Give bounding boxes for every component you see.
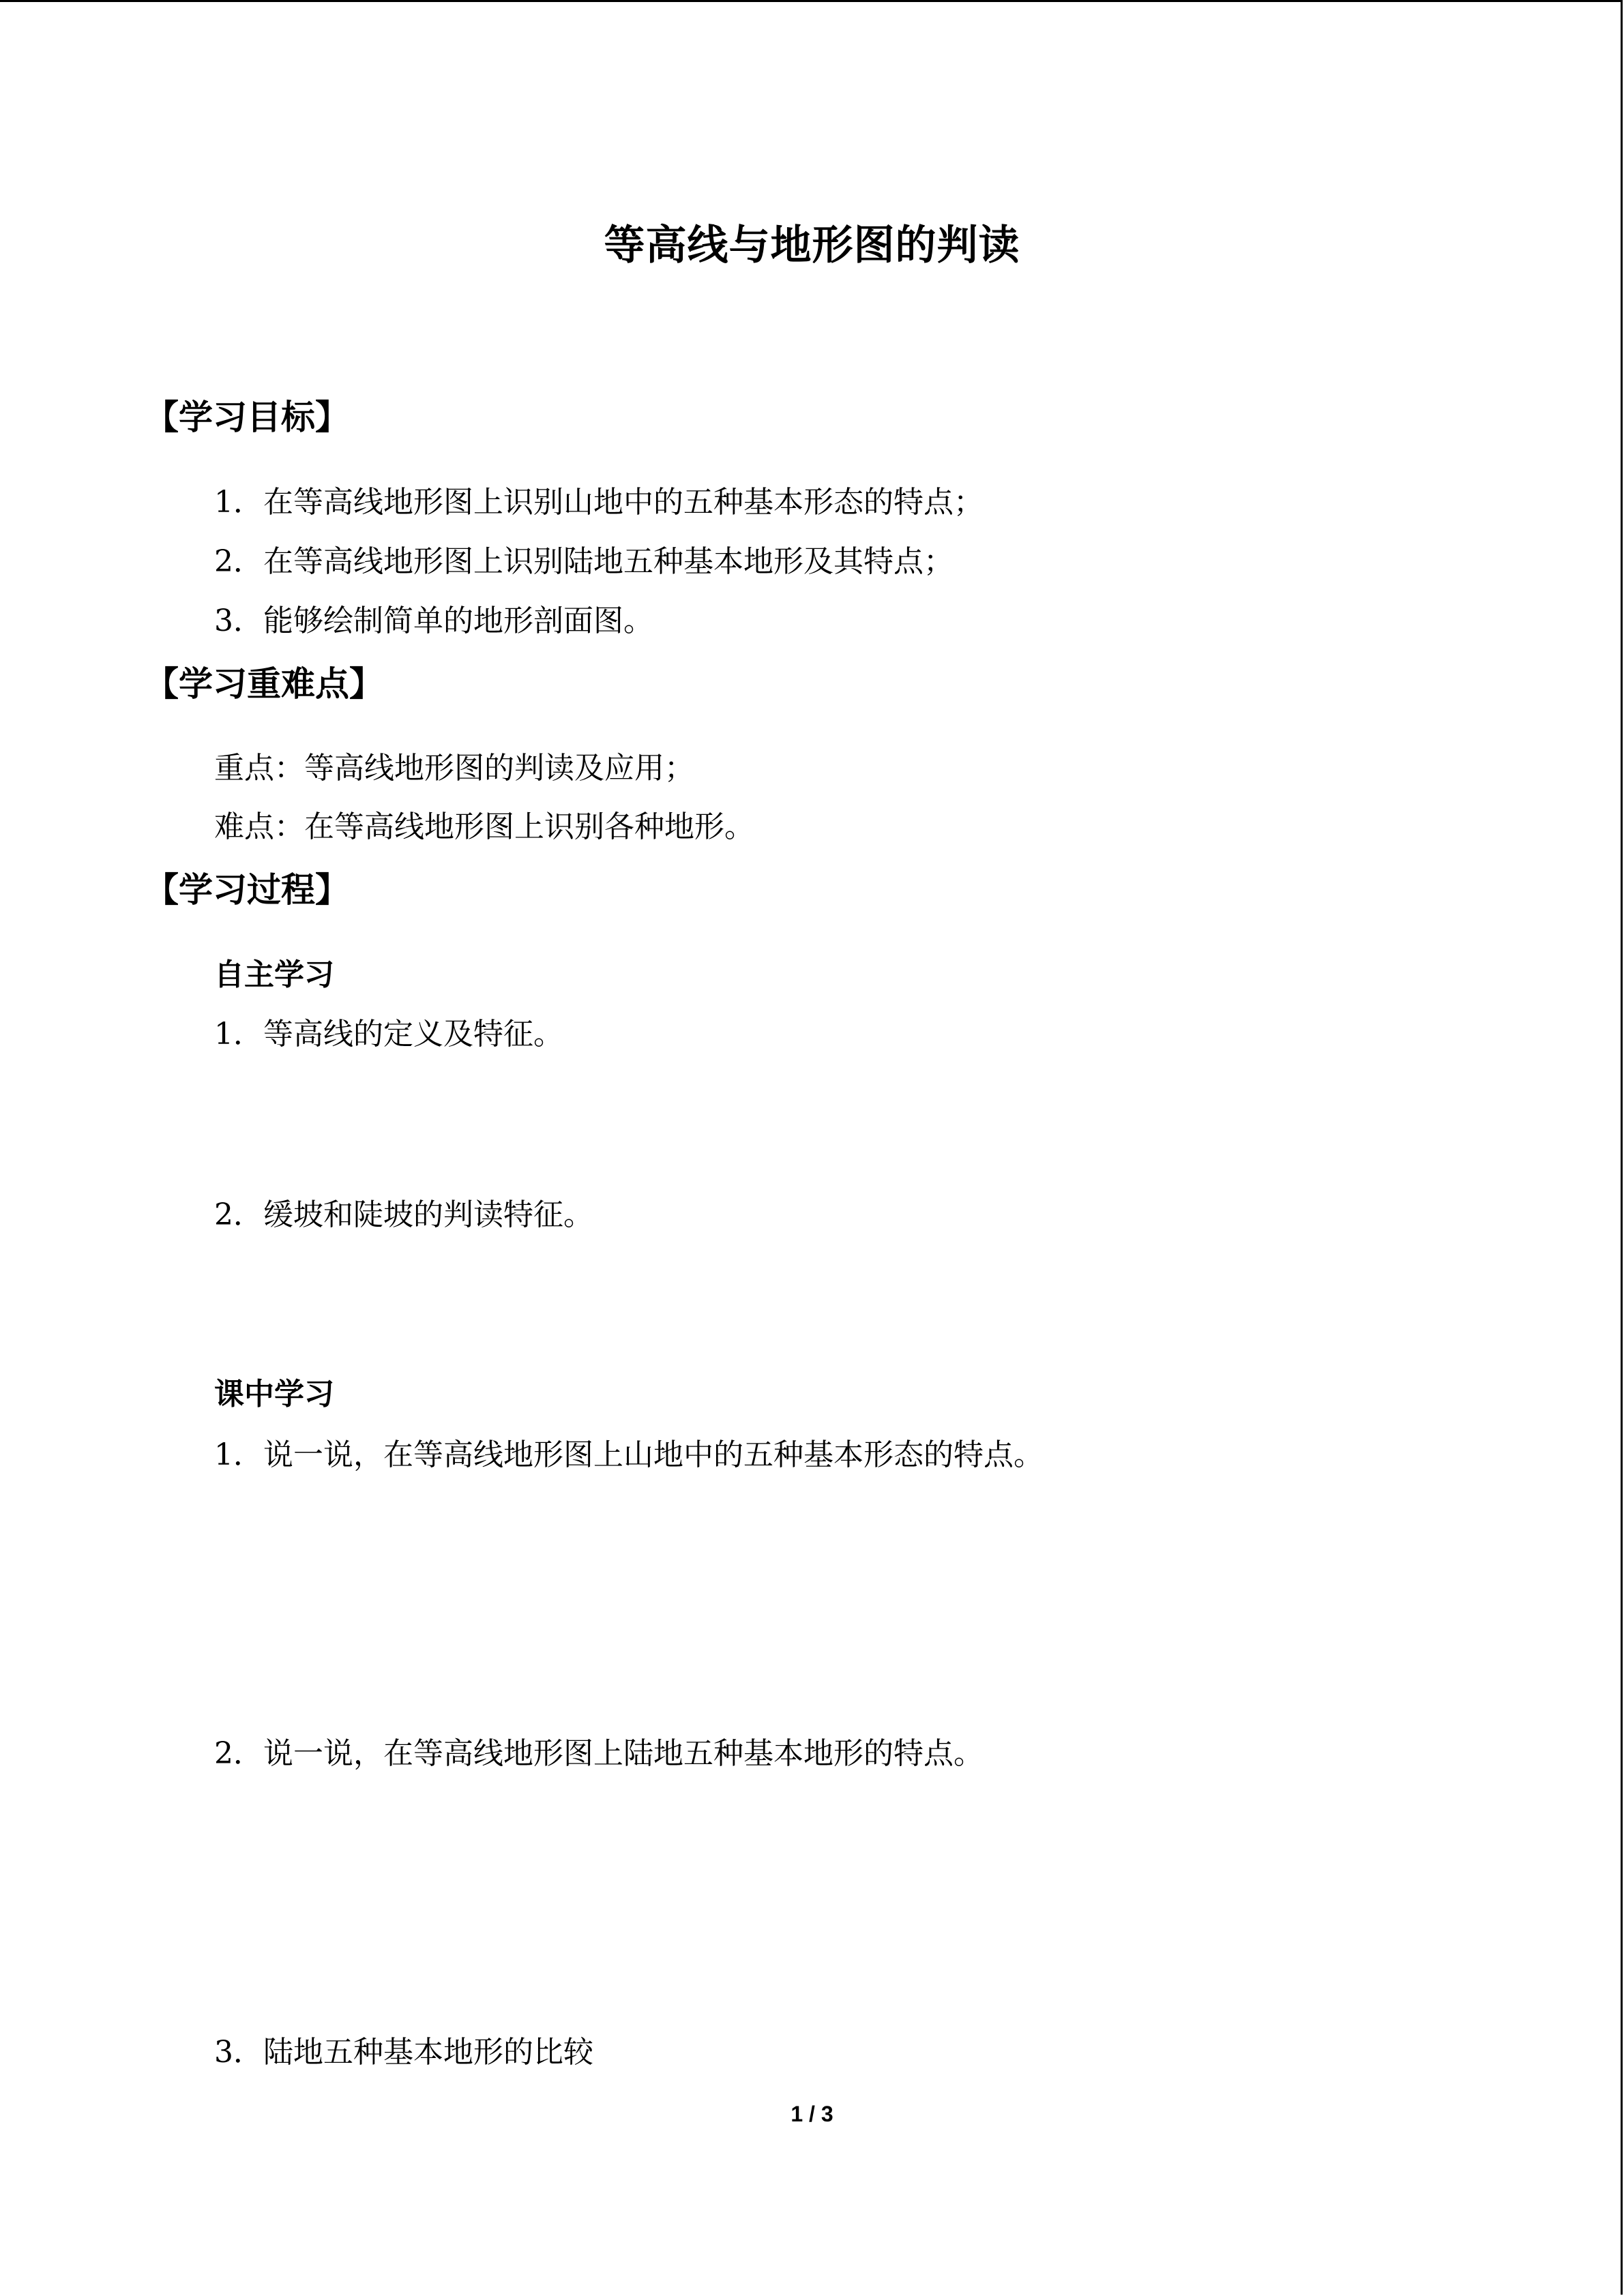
process-heading: 【学习过程】 bbox=[145, 870, 349, 910]
item-number: 3． bbox=[214, 2035, 263, 2070]
item-number: 1． bbox=[214, 1437, 263, 1472]
focus-line: 重点：等高线地形图的判读及应用； bbox=[214, 751, 694, 786]
class-study-item-1 bbox=[214, 1430, 1044, 1474]
document-title: 等高线与地形图的判读 bbox=[604, 222, 1020, 269]
key-points-heading: 【学习重难点】 bbox=[145, 664, 383, 704]
class-study-item-3 bbox=[214, 2027, 593, 2071]
item-number: 2． bbox=[214, 1736, 263, 1771]
class-study-item-2 bbox=[214, 1729, 984, 1772]
item-text: 说一说，在等高线地形图上山地中的五种基本形态的特点。 bbox=[263, 1437, 1044, 1472]
item-text: 陆地五种基本地形的比较 bbox=[263, 2035, 593, 2070]
objective-number: 1． bbox=[214, 485, 263, 520]
objective-item-1 bbox=[214, 477, 984, 521]
objective-text: 在等高线地形图上识别陆地五种基本地形及其特点； bbox=[263, 544, 954, 579]
objective-text: 能够绘制简单的地形剖面图。 bbox=[263, 603, 653, 638]
class-study-heading: 课中学习 bbox=[214, 1377, 334, 1412]
self-study-item-1 bbox=[214, 1009, 563, 1053]
objective-text: 在等高线地形图上识别山地中的五种基本形态的特点； bbox=[263, 485, 984, 520]
objectives-heading: 【学习目标】 bbox=[145, 398, 349, 437]
page-number: 1 / 3 bbox=[791, 2102, 833, 2126]
item-number: 1． bbox=[214, 1017, 263, 1052]
objective-item-2 bbox=[214, 537, 954, 580]
objective-item-3 bbox=[214, 596, 653, 640]
objective-number: 2． bbox=[214, 544, 263, 579]
objective-number: 3． bbox=[214, 603, 263, 638]
difficulty-line: 难点：在等高线地形图上识别各种地形。 bbox=[214, 809, 754, 844]
self-study-heading: 自主学习 bbox=[214, 957, 334, 992]
item-number: 2． bbox=[214, 1197, 263, 1232]
self-study-item-2 bbox=[214, 1190, 593, 1234]
item-text: 等高线的定义及特征。 bbox=[263, 1017, 563, 1052]
item-text: 缓坡和陡坡的判读特征。 bbox=[263, 1197, 593, 1232]
item-text: 说一说，在等高线地形图上陆地五种基本地形的特点。 bbox=[263, 1736, 984, 1771]
